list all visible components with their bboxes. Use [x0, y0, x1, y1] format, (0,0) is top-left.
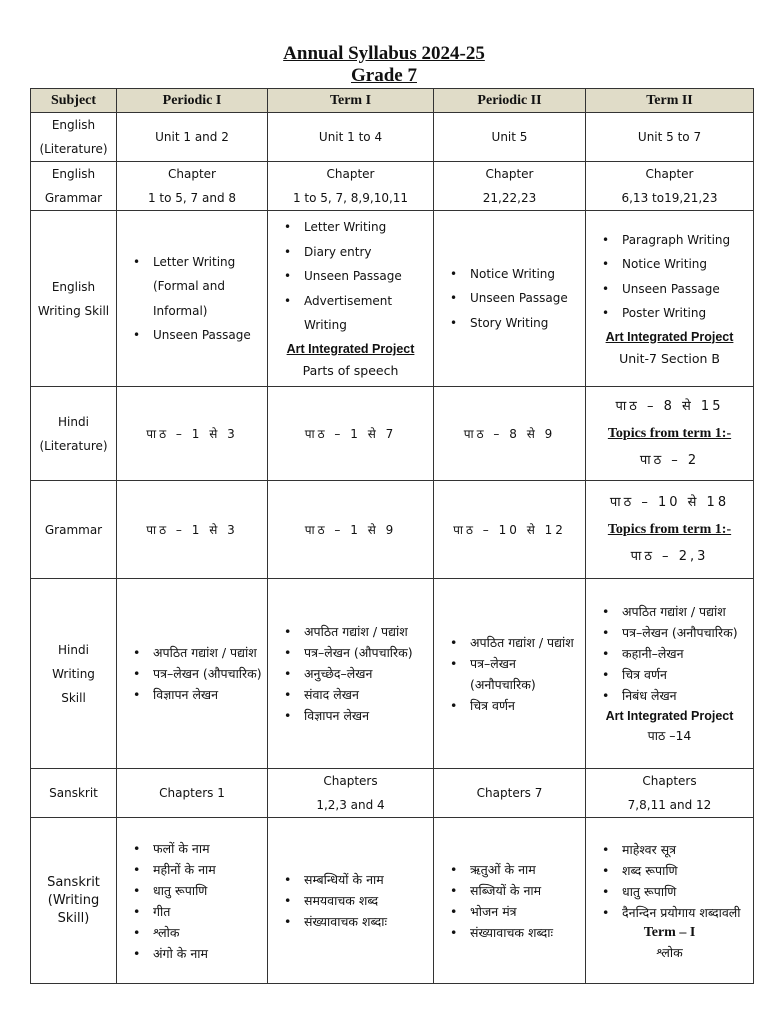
cell — [117, 818, 268, 984]
header-periodic-1: Periodic I — [117, 89, 268, 113]
cell — [268, 211, 434, 387]
subject-cell — [31, 113, 117, 162]
table-row — [31, 211, 754, 387]
cell: Unit 1 and 2 — [117, 113, 268, 162]
list-item: • अंगो के नाम — [139, 943, 263, 964]
cell — [586, 481, 754, 579]
table-row — [31, 818, 754, 984]
page-subtitle: Grade 7 — [351, 65, 417, 86]
list-item: • महीनों के नाम — [139, 859, 263, 880]
cell-line: पाठ – 2 — [639, 452, 700, 468]
subject-label: Skill — [61, 690, 86, 705]
list-item: • Unseen Passage — [608, 277, 749, 302]
cell — [434, 818, 586, 984]
subject-label: Writing Skill — [37, 303, 110, 318]
cell-line: 1 to 5, 7, 8,9,10,11 — [292, 191, 409, 205]
subject-label: English — [51, 167, 96, 181]
header-periodic-2: Periodic II — [434, 89, 586, 113]
cell: पाठ – 1 से 3 — [117, 481, 268, 579]
table-row — [31, 162, 754, 211]
subject-cell — [31, 162, 117, 211]
cell — [268, 579, 434, 769]
cell — [586, 387, 754, 481]
list-item: • पत्र–लेखन (अनौपचारिक) — [608, 622, 749, 643]
bullet-list — [272, 215, 429, 338]
project-heading: Art Integrated Project — [605, 329, 734, 344]
table-row — [31, 113, 754, 162]
subject-label: Skill) — [57, 910, 90, 926]
list-item: • श्लोक — [139, 922, 263, 943]
bullet-list — [438, 632, 581, 716]
list-item: • चित्र वर्णन — [608, 664, 749, 685]
list-item: • सब्जियों के नाम — [456, 880, 581, 901]
subject-cell — [31, 211, 117, 387]
subject-label: Writing — [52, 666, 95, 681]
cell-line: पाठ – 10 से 18 — [609, 494, 730, 510]
list-item: • विज्ञापन लेखन — [290, 705, 429, 726]
subject-cell: Grammar — [31, 481, 117, 579]
list-item: • संवाद लेखन — [290, 684, 429, 705]
cell: पाठ – 1 से 7 — [268, 387, 434, 481]
cell-line: Chapters — [323, 774, 378, 788]
cell: Chapters 1 — [117, 769, 268, 818]
bullet-list — [438, 859, 581, 943]
bullet-list — [590, 839, 749, 923]
cell — [117, 579, 268, 769]
cell-line: पाठ – 2,3 — [630, 548, 709, 564]
list-item: • Paragraph Writing — [608, 228, 749, 253]
list-item: • Notice Writing — [456, 262, 581, 287]
list-item: • निबंध लेखन — [608, 685, 749, 706]
bullet-list — [121, 642, 263, 705]
cell — [434, 579, 586, 769]
bullet-list — [272, 621, 429, 726]
cell — [586, 769, 754, 818]
list-item: • संख्यावाचक शब्दाः — [290, 911, 429, 932]
subject-label: English — [51, 279, 96, 294]
table-row — [31, 387, 754, 481]
cell — [434, 211, 586, 387]
list-item: • Advertisement Writing — [290, 289, 429, 338]
cell — [268, 818, 434, 984]
bullet-list — [272, 869, 429, 932]
project-topic: Unit-7 Section B — [619, 350, 720, 366]
list-item: • अपठित गद्यांश / पद्यांश — [608, 601, 749, 622]
list-item: • दैनन्दिन प्रयोगाय शब्दावली — [608, 902, 749, 923]
list-item: • संख्यावाचक शब्दाः — [456, 922, 581, 943]
subject-label: Grammar — [44, 191, 103, 205]
topics-heading: Topics from term 1:- — [607, 425, 732, 441]
list-item: • Letter Writing — [290, 215, 429, 240]
bullet-list — [590, 601, 749, 706]
subject-label: English — [51, 118, 96, 132]
list-item: • समयवाचक शब्द — [290, 890, 429, 911]
bullet-list — [121, 838, 263, 964]
list-item: • फलों के नाम — [139, 838, 263, 859]
list-item: • चित्र वर्णन — [456, 695, 581, 716]
project-topic: Parts of speech — [302, 362, 399, 378]
cell — [117, 162, 268, 211]
cell-line: Chapter — [645, 167, 694, 181]
list-item: • Poster Writing — [608, 301, 749, 326]
cell — [117, 211, 268, 387]
term-item: श्लोक — [656, 944, 683, 960]
list-item: • सम्बन्धियों के नाम — [290, 869, 429, 890]
cell: Unit 5 — [434, 113, 586, 162]
list-item: • अपठित गद्यांश / पद्यांश — [290, 621, 429, 642]
list-item: • ऋतुओं के नाम — [456, 859, 581, 880]
list-item: • अपठित गद्यांश / पद्यांश — [139, 642, 263, 663]
project-heading: Art Integrated Project — [605, 709, 734, 723]
cell-line: पाठ – 8 से 15 — [615, 398, 724, 414]
table-row — [31, 769, 754, 818]
cell-line: 1 to 5, 7 and 8 — [147, 191, 237, 205]
cell — [268, 769, 434, 818]
cell-line: 7,8,11 and 12 — [627, 798, 712, 812]
cell: पाठ – 1 से 3 — [117, 387, 268, 481]
list-item: • पत्र–लेखन (अनौपचारिक) — [456, 653, 581, 695]
subject-label: Hindi — [58, 414, 89, 429]
list-item: • भोजन मंत्र — [456, 901, 581, 922]
subject-label: Hindi — [58, 642, 89, 657]
cell-line: Chapter — [326, 167, 375, 181]
list-item: • धातु रूपाणि — [608, 881, 749, 902]
list-item: • पत्र–लेखन (औपचारिक) — [290, 642, 429, 663]
header-term-2: Term II — [586, 89, 754, 113]
list-item: • अनुच्छेद–लेखन — [290, 663, 429, 684]
header-subject: Subject — [31, 89, 117, 113]
subject-label: Sanskrit — [47, 874, 100, 890]
bullet-list — [121, 250, 263, 348]
list-item: • गीत — [139, 901, 263, 922]
list-item: • माहेश्वर सूत्र — [608, 839, 749, 860]
cell-line: 1,2,3 and 4 — [316, 798, 385, 812]
cell — [586, 162, 754, 211]
table-row — [31, 481, 754, 579]
page-title: Annual Syllabus 2024-25 — [283, 43, 485, 64]
list-item: • Unseen Passage — [139, 323, 263, 348]
cell — [434, 162, 586, 211]
list-item: • धातु रूपाणि — [139, 880, 263, 901]
list-item: • पत्र–लेखन (औपचारिक) — [139, 663, 263, 684]
cell-line: 21,22,23 — [482, 191, 537, 205]
cell-line: Chapters — [642, 774, 697, 788]
list-item: • शब्द रूपाणि — [608, 860, 749, 881]
subject-cell: Sanskrit — [31, 769, 117, 818]
list-item: • Letter Writing (Formal and Informal) — [139, 250, 263, 324]
topics-heading: Topics from term 1:- — [607, 521, 732, 537]
cell — [586, 818, 754, 984]
syllabus-table — [30, 88, 754, 984]
bullet-list — [438, 262, 581, 336]
cell: पाठ – 10 से 12 — [434, 481, 586, 579]
subject-label: (Writing — [47, 892, 100, 908]
cell: पाठ – 1 से 9 — [268, 481, 434, 579]
list-item: • Unseen Passage — [290, 264, 429, 289]
cell-line: 6,13 to19,21,23 — [621, 191, 718, 205]
subject-label: (Literature) — [39, 142, 108, 156]
cell: Unit 5 to 7 — [586, 113, 754, 162]
list-item: • कहानी–लेखन — [608, 643, 749, 664]
subject-cell — [31, 818, 117, 984]
cell: Unit 1 to 4 — [268, 113, 434, 162]
header-row — [31, 89, 754, 113]
subject-cell — [31, 579, 117, 769]
project-topic: पाठ –14 — [647, 728, 692, 743]
header-term-1: Term I — [268, 89, 434, 113]
table-row — [31, 579, 754, 769]
term-heading: Term – I — [643, 924, 696, 940]
cell — [586, 211, 754, 387]
list-item: • Notice Writing — [608, 252, 749, 277]
bullet-list — [590, 228, 749, 326]
cell-line: Chapter — [168, 167, 216, 181]
cell-line: Chapter — [485, 167, 534, 181]
list-item: • विज्ञापन लेखन — [139, 684, 263, 705]
subject-label: (Literature) — [39, 438, 108, 453]
project-heading: Art Integrated Project — [286, 341, 415, 356]
subject-cell — [31, 387, 117, 481]
cell — [586, 579, 754, 769]
cell: पाठ – 8 से 9 — [434, 387, 586, 481]
cell — [268, 162, 434, 211]
list-item: • Unseen Passage — [456, 286, 581, 311]
list-item: • Story Writing — [456, 311, 581, 336]
list-item: • Diary entry — [290, 240, 429, 265]
cell: Chapters 7 — [434, 769, 586, 818]
list-item: • अपठित गद्यांश / पद्यांश — [456, 632, 581, 653]
